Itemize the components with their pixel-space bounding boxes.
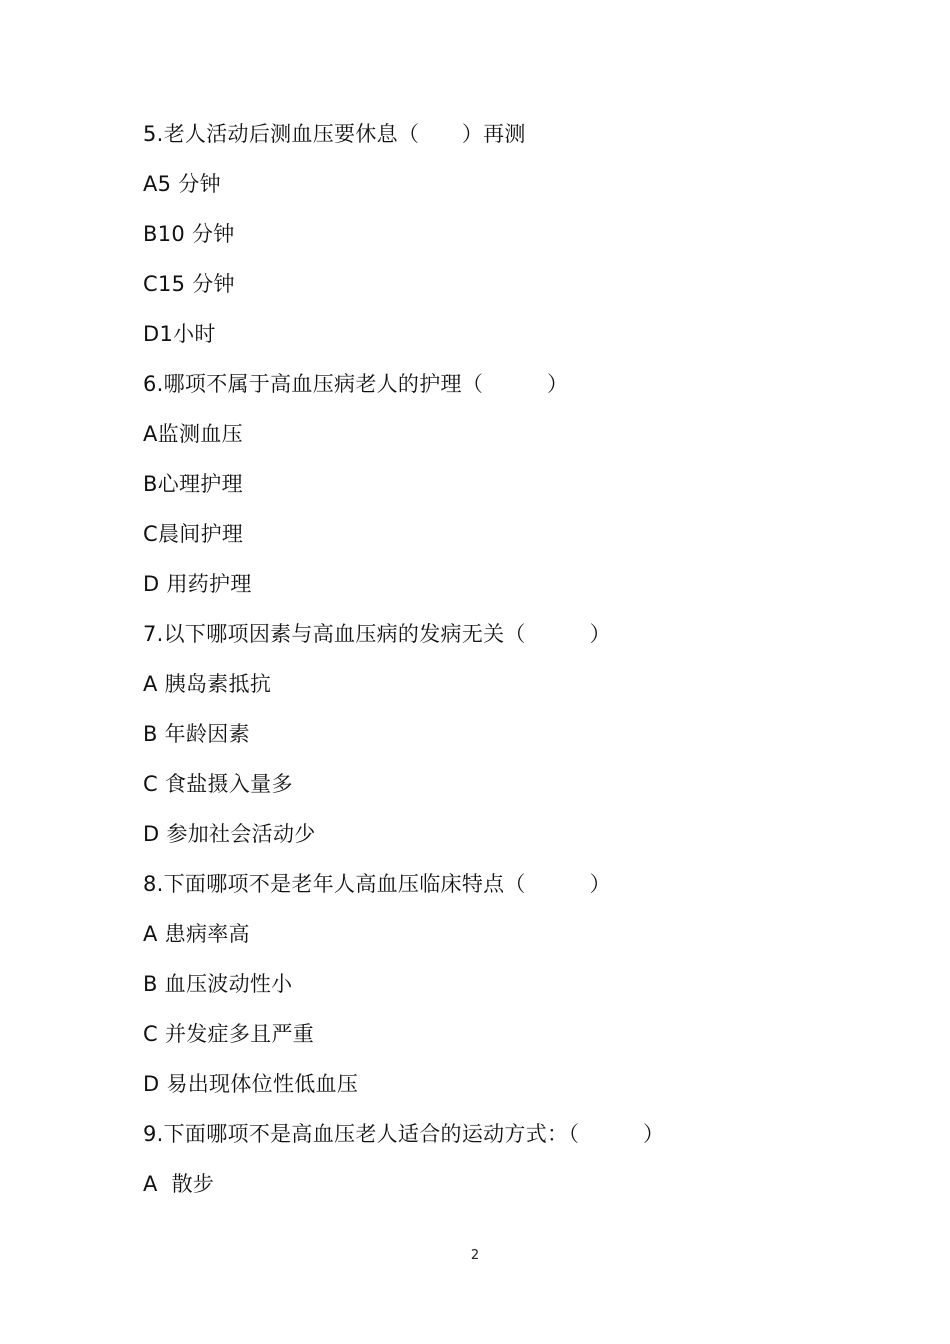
question-8-option-a: A 患病率高 xyxy=(143,922,250,946)
question-7-option-c: C 食盐摄入量多 xyxy=(143,772,293,796)
question-5-option-b: B10 分钟 xyxy=(143,222,235,246)
question-6-option-a: A监测血压 xyxy=(143,422,243,446)
question-6-stem: 6.哪项不属于高血压病老人的护理（ ） xyxy=(143,372,569,396)
question-8-option-b: B 血压波动性小 xyxy=(143,972,293,996)
question-9-stem: 9.下面哪项不是高血压老人适合的运动方式：（ ） xyxy=(143,1122,665,1146)
question-6-option-d: D 用药护理 xyxy=(143,572,252,596)
question-5-stem: 5.老人活动后测血压要休息（ ）再测 xyxy=(143,122,526,146)
question-7-option-a: A 胰岛素抵抗 xyxy=(143,672,272,696)
question-8-option-c: C 并发症多且严重 xyxy=(143,1022,315,1046)
question-5-option-a: A5 分钟 xyxy=(143,172,221,196)
question-7-option-d: D 参加社会活动少 xyxy=(143,822,316,846)
question-8-stem: 8.下面哪项不是老年人高血压临床特点（ ） xyxy=(143,872,611,896)
question-8-option-d: D 易出现体位性低血压 xyxy=(143,1072,359,1096)
question-content xyxy=(143,116,843,1216)
question-6-option-b: B心理护理 xyxy=(143,472,243,496)
question-5-option-c: C15 分钟 xyxy=(143,272,235,296)
question-9-option-a: A 散步 xyxy=(143,1172,215,1196)
question-6-option-c: C晨间护理 xyxy=(143,522,244,546)
question-7-stem: 7.以下哪项因素与高血压病的发病无关（ ） xyxy=(143,622,611,646)
page-number: 2 xyxy=(470,1248,480,1263)
question-5-option-d: D1小时 xyxy=(143,322,216,346)
question-7-option-b: B 年龄因素 xyxy=(143,722,250,746)
